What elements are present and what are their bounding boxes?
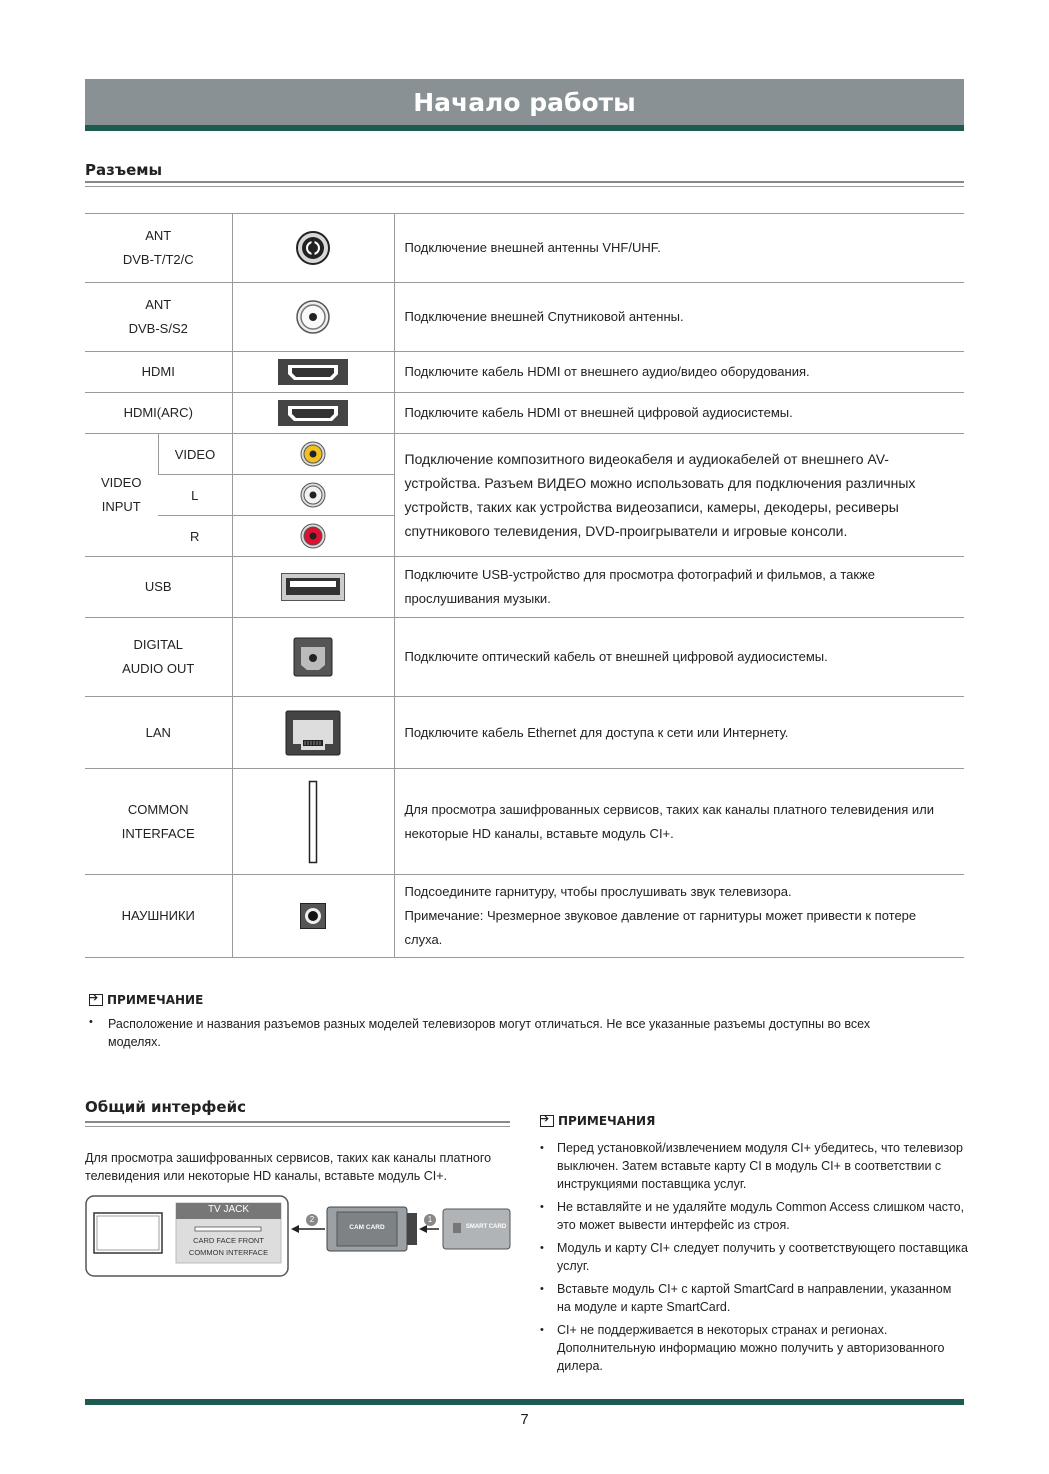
step-1-marker: 1 [427, 1215, 433, 1224]
bullet-icon: • [89, 1016, 93, 1028]
table-row [85, 875, 964, 958]
connector-description: Подключите кабель HDMI от внешней цифровой аудиосистемы. [394, 393, 964, 434]
connector-name: HDMI(ARC) [85, 393, 232, 434]
section-title-connectors: Разъемы [85, 161, 163, 179]
ci-intro-text: Для просмотра зашифрованных сервисов, таких как каналы платного телевидения или некоторые HD каналы, вставьте модуль CI+. [85, 1151, 492, 1183]
connector-name: DIGITAL AUDIO OUT [85, 618, 232, 697]
table-row [85, 769, 964, 875]
connector-name: HDMI [85, 352, 232, 393]
connector-name: НАУШНИКИ [85, 875, 232, 958]
notes-heading: ➔ ПРИМЕЧАНИЯ [540, 1114, 655, 1128]
connector-description: Подключите USB-устройство для просмотра фотографий и фильмов, а также прослушивания музыки. [394, 557, 964, 618]
cam-card-label: CAM CARD [349, 1224, 385, 1231]
connector-description: Подключите оптический кабель от внешней цифровой аудиосистемы. [394, 618, 964, 697]
video-input-sub-l: L [158, 475, 232, 516]
connectors-table [85, 213, 964, 958]
connector-description: Подключение внешней Спутниковой антенны. [394, 283, 964, 352]
coax-ant-icon [232, 214, 394, 283]
table-row [85, 214, 964, 283]
connector-name: ANT DVB-S/S2 [85, 283, 232, 352]
ci-slot-icon [232, 769, 394, 875]
step-2-marker: 2 [309, 1215, 315, 1224]
note-text: Расположение и названия разъемов разных моделей телевизоров могут отличаться. Не все указанные разъемы доступны во всех моделях. [108, 1017, 871, 1049]
table-row [85, 618, 964, 697]
note-arrow-icon [89, 994, 103, 1006]
section-rule [85, 1121, 510, 1123]
connector-description: Подключите кабель HDMI от внешнего аудио/видео оборудования. [394, 352, 964, 393]
headphone-desc: Подсоедините гарнитуру, чтобы прослушивать звук телевизора. [404, 884, 792, 899]
hdmi-port-icon [232, 352, 394, 393]
diagram-graphics [85, 1195, 515, 1280]
section-rule-thin [85, 186, 964, 187]
list-item: • Перед установкой/извлечением модуля CI+ убедитесь, что телевизор выключен. Затем вставьте карту CI в модуль CI+ в соответствии с инструкциями поставщика услуг. [540, 1139, 968, 1193]
video-input-description: Подключение композитного видеокабеля и аудиокабелей от внешнего AV-устройства. Разъем ВИДЕО можно использовать для подключения различных устройств, таких как устройства видеозаписи, камеры, декодеры, ресиверы спутникового телевидения, DVD-проигрыватели и игровые консоли. [394, 434, 964, 557]
connector-name: ANT DVB-T/T2/C [85, 214, 232, 283]
page-title: Начало работы [413, 87, 636, 117]
common-interface-label: COMMON INTERFACE [188, 1248, 269, 1257]
satellite-ant-icon [232, 283, 394, 352]
page-title-banner [85, 79, 964, 125]
tv-jack-label: TV JACK [207, 1204, 250, 1215]
connector-description: Подключение внешней антенны VHF/UHF. [394, 214, 964, 283]
list-item: • Модуль и карту CI+ следует получить у соответствующего поставщика услуг. [540, 1239, 968, 1275]
video-input-sub-video: VIDEO [158, 434, 232, 475]
connector-name: COMMON INTERFACE [85, 769, 232, 875]
rca-audio-right-icon [232, 516, 394, 557]
hdmi-arc-port-icon [232, 393, 394, 434]
video-input-sub-r: R [158, 516, 232, 557]
connector-description: Подключите кабель Ethernet для доступа к сети или Интернету. [394, 697, 964, 769]
usb-port-icon [232, 557, 394, 618]
footer-rule [85, 1399, 964, 1405]
ci-insertion-diagram [85, 1195, 515, 1280]
list-item: • Вставьте модуль CI+ с картой SmartCard в направлении, указанном на модуле и карте SmartCard. [540, 1280, 968, 1316]
optical-port-icon [232, 618, 394, 697]
title-underline [85, 125, 964, 131]
lan-port-icon [232, 697, 394, 769]
table-row [85, 283, 964, 352]
video-input-label: VIDEO INPUT [85, 434, 158, 557]
section-title-common-interface: Общий интерфейс [85, 1098, 246, 1116]
ci-notes-list [540, 1139, 968, 1380]
connector-description [394, 875, 964, 958]
connector-name: LAN [85, 697, 232, 769]
connector-name: USB [85, 557, 232, 618]
headphone-warning: Примечание: Чрезмерное звуковое давление от гарнитуры может привести к потере слуха. [404, 908, 917, 947]
table-row [85, 434, 964, 475]
section-rule [85, 181, 964, 183]
table-row [85, 557, 964, 618]
table-row [85, 352, 964, 393]
smart-card-label: SMART CARD [465, 1224, 507, 1230]
rca-audio-left-icon [232, 475, 394, 516]
connector-description: Для просмотра зашифрованных сервисов, таких как каналы платного телевидения или некоторые HD каналы, вставьте модуль CI+. [394, 769, 964, 875]
note-arrow-icon [540, 1115, 554, 1127]
page-number: 7 [520, 1411, 529, 1428]
list-item: • CI+ не поддерживается в некоторых странах и регионах. Дополнительную информацию можно получить у авторизованного дилера. [540, 1321, 968, 1375]
rca-video-icon [232, 434, 394, 475]
table-row [85, 393, 964, 434]
note-heading: ➔ ПРИМЕЧАНИЕ [89, 993, 203, 1007]
section-rule-thin [85, 1126, 510, 1127]
headphone-jack-icon [232, 875, 394, 958]
card-face-label: CARD FACE FRONT [193, 1236, 264, 1245]
list-item: • Не вставляйте и не удаляйте модуль Common Access слишком часто, это может вывести интерфейс из строя. [540, 1198, 968, 1234]
table-row [85, 697, 964, 769]
